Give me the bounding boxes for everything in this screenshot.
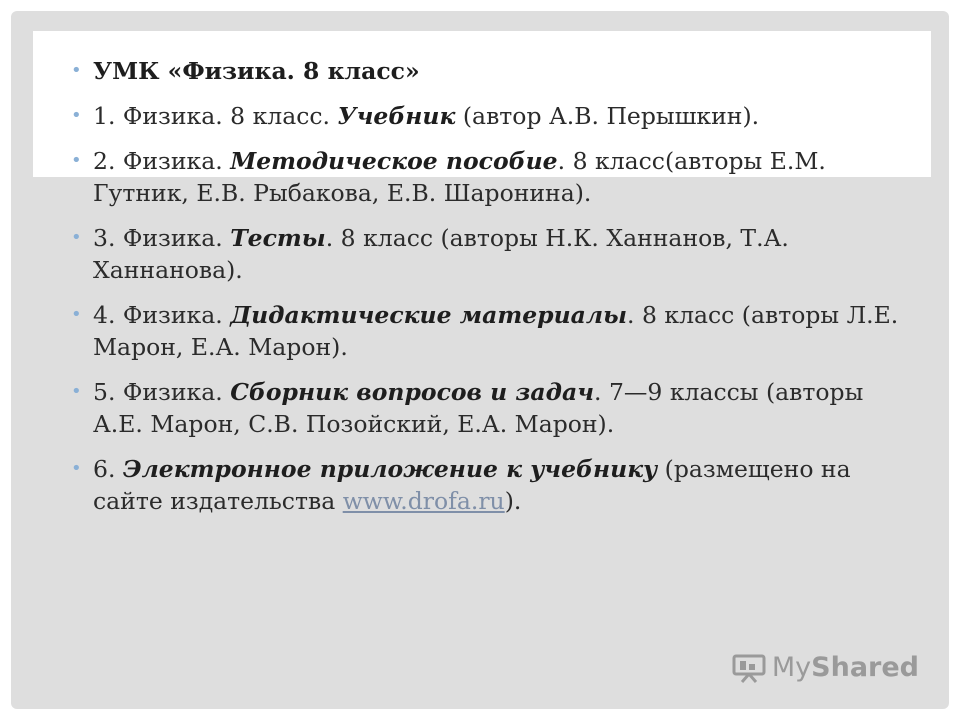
bullet-icon: • [71,304,82,325]
item-text: 4. Физика. [93,301,231,329]
slide [11,11,949,709]
item-emphasis: Учебник [337,102,456,130]
item-text: ). [504,487,522,515]
item-emphasis: Дидактические материалы [230,301,628,329]
slideshow-icon [732,653,766,683]
item-text: . 8 класс(авторы Е.М. Гутник, Е.В. Рыбакова, Е.В. Шаронина). [93,147,826,207]
item-text: (автор А.В. Перышкин). [455,102,760,130]
item-text: . 8 класс (авторы Н.К. Ханнанов, Т.А. Ханнанова). [93,224,789,284]
bullet-icon: • [71,60,82,81]
bullet-list [71,55,911,530]
item-emphasis: Сборник вопросов и задач [230,378,595,406]
item-text: 2. Физика. [93,147,231,175]
item-text: . 8 класс (авторы Л.Е. Марон, Е.А. Марон). [93,301,899,361]
watermark-my: My [771,652,812,683]
watermark-shared: Shared [811,652,919,683]
bullet-icon: • [71,381,82,402]
slide-title: УМК «Физика. 8 класс» [93,57,420,85]
myshared-watermark [732,652,919,683]
bullet-icon: • [71,227,82,248]
item-emphasis: Методическое пособие [230,147,558,175]
list-item [71,222,911,286]
list-item [71,100,911,132]
item-text: 1. Физика. 8 класс. [93,102,338,130]
list-item [71,453,911,517]
item-emphasis: Электронное приложение к учебнику [122,455,658,483]
item-text: . 7—9 классы (авторы А.Е. Марон, С.В. Позойский, Е.А. Марон). [93,378,864,438]
publisher-link[interactable]: www.drofa.ru [342,487,505,515]
list-item-title [71,55,911,87]
bullet-icon: • [71,458,82,479]
item-emphasis: Тесты [230,224,326,252]
item-text: 6. [93,455,123,483]
item-text: 5. Физика. [93,378,231,406]
item-text: (размещено на сайте издательства [93,455,851,515]
item-text: 3. Физика. [93,224,231,252]
list-item [71,145,911,209]
list-item [71,376,911,440]
list-item [71,299,911,363]
bullet-icon: • [71,105,82,126]
bullet-icon: • [71,150,82,171]
